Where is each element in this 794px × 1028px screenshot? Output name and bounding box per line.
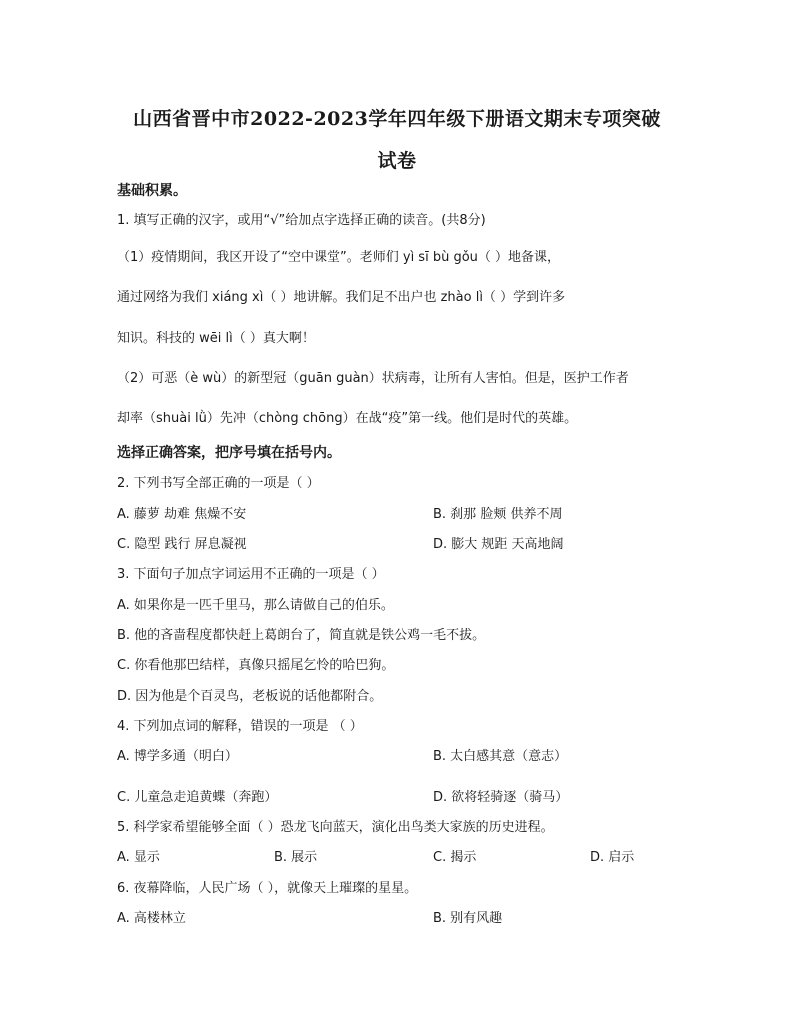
q2-option-a: A. 藤萝 劫难 焦燥不安	[117, 507, 247, 522]
q5-option-b: B. 展示	[274, 850, 318, 865]
q6-option-b: B. 别有风趣	[433, 911, 503, 926]
q2-option-b: B. 刹那 脸颊 供养不周	[433, 507, 563, 522]
q4-option-c: C. 儿童急走追黄蝶（奔跑）	[117, 790, 278, 805]
q6-option-a: A. 高楼林立	[117, 911, 186, 926]
q1-part1-line1: （1）疫情期间，我区开设了“空中课堂”。老师们 yì sī bù gǒu（ ）地备课，	[117, 250, 561, 265]
q3-stem: 3. 下面句子加点字词运用不正确的一项是（ ）	[117, 567, 385, 582]
q2-option-c: C. 隐型 践行 屏息凝视	[117, 537, 247, 552]
q4-option-d: D. 欲将轻骑逐（骑马）	[433, 790, 569, 805]
q1-stem: 1. 填写正确的汉字，或用“√”给加点字选择正确的读音。(共8分)	[117, 213, 486, 228]
q1-part1-line2: 通过网络为我们 xiáng xì（ ）地讲解。我们足不出户也 zhào lì（ ）学到许多	[117, 290, 566, 305]
q3-option-d: D. 因为他是个百灵鸟，老板说的话他都附合。	[117, 689, 383, 704]
document-title-line1: 山西省晋中市2022-2023学年四年级下册语文期末专项突破	[133, 108, 661, 130]
q3-option-c: C. 你看他那巴结样，真像只摇尾乞怜的哈巴狗。	[117, 658, 395, 673]
q4-option-a: A. 博学多通（明白）	[117, 749, 238, 764]
q3-option-a: A. 如果你是一匹千里马，那么请做自己的伯乐。	[117, 598, 394, 613]
q5-option-c: C. 揭示	[433, 850, 477, 865]
section-heading-choice: 选择正确答案，把序号填在括号内。	[117, 445, 341, 461]
q5-stem: 5. 科学家希望能够全面（ ）恐龙飞向蓝天，演化出鸟类大家族的历史进程。	[117, 820, 554, 835]
section-heading-basic: 基础积累。	[117, 183, 187, 199]
q1-part2-line1: （2）可恶（è wù）的新型冠（guān guàn）状病毒，让所有人害怕。但是，医护工作者	[117, 371, 629, 386]
q1-part2-line2: 却率（shuài lǜ）先冲（chòng chōng）在战“疫”第一线。他们是时代的英雄。	[117, 411, 578, 426]
q5-option-d: D. 启示	[590, 850, 635, 865]
q4-option-b: B. 太白感其意（意志）	[433, 749, 568, 764]
q1-part1-line3: 知识。科技的 wēi lì（ ）真大啊！	[117, 331, 315, 346]
document-title-line2: 试卷	[377, 150, 417, 172]
q3-option-b: B. 他的吝啬程度都快赶上葛朗台了，简直就是铁公鸡一毛不拔。	[117, 628, 486, 643]
q2-stem: 2. 下列书写全部正确的一项是（ ）	[117, 476, 320, 491]
q2-option-d: D. 膨大 规距 天高地阔	[433, 537, 564, 552]
q5-option-a: A. 显示	[117, 850, 160, 865]
q6-stem: 6. 夜幕降临，人民广场（ ），就像天上璀璨的星星。	[117, 881, 418, 896]
q4-stem: 4. 下列加点词的解释，错误的一项是 （ ）	[117, 719, 363, 734]
